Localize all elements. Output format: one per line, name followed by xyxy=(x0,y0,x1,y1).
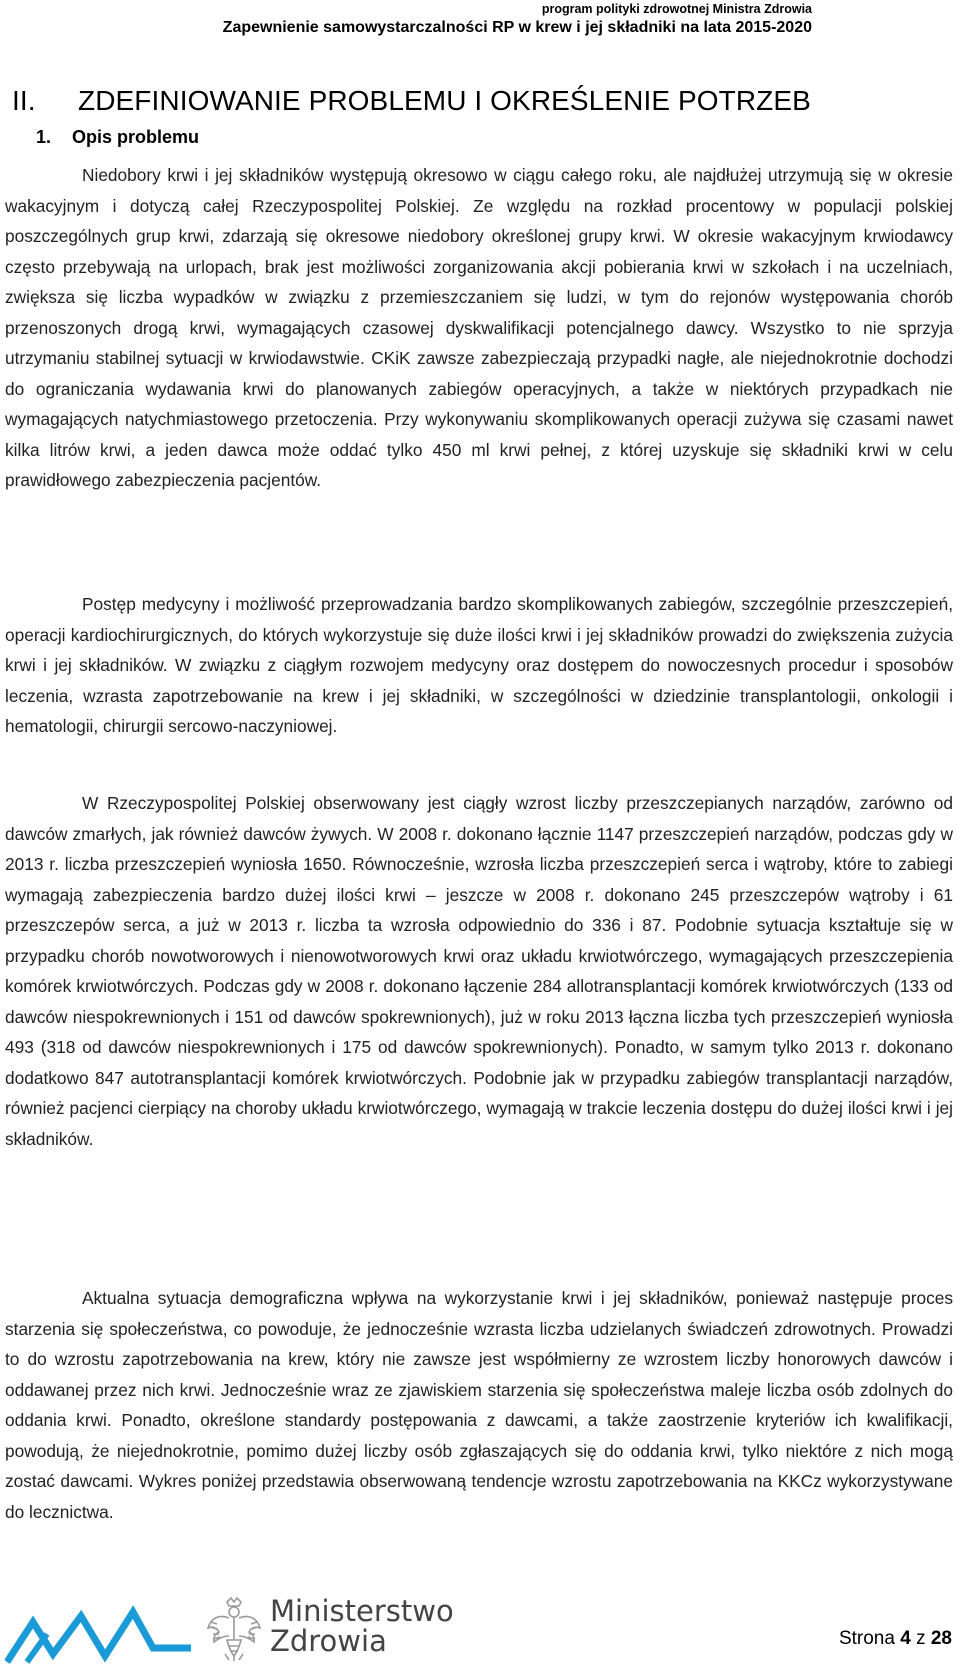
waves-logo-icon xyxy=(5,1604,195,1664)
header-program-line: program polityki zdrowotnej Ministra Zdrowia xyxy=(541,2,812,16)
ministry-logo-text xyxy=(270,1596,454,1656)
paragraph-3 xyxy=(5,788,953,1154)
paragraph-text: Aktualna sytuacja demograficzna wpływa na wykorzystanie krwi i jej składników, ponieważ następuje proces starzenia się społeczeństwa, co powoduje, że jednocześnie wzrasta liczba udzielanych świadczeń zdrowotnych. Prowadzi to do wzrostu zapotrzebowania na krew, który nie zawsze jest współmierny ze wzrostem liczby honorowych dawców i oddawanej przez nich krwi. Jednocześnie wraz ze zjawiskiem starzenia się społeczeństwa maleje liczba osób zdolnych do oddania krwi. Ponadto, określone standardy postępowania z dawcami, a także zaostrzenie kryteriów ich kwalifikacji, powodują, że niejednokrotnie, pomimo dużej liczby osób zgłaszających się do oddania krwi, tylko niektóre z nich mogą zostać dawcami. Wykres poniżej przedstawia obserwowaną tendencje wzrostu zapotrzebowania na KKCz wykorzystywane do lecznictwa. xyxy=(5,1288,953,1522)
paragraph-1 xyxy=(5,160,953,496)
header-title-line: Zapewnienie samowystarczalności RP w krew i jej składniki na lata 2015-2020 xyxy=(222,19,812,36)
paragraph-text: Niedobory krwi i jej składników występują okresowo w ciągu całego roku, ale najdłużej utrzymują się w okresie wakacyjnym i dotyczą całej Rzeczypospolitej Polskiej. Ze względu na rozkład procentowy w populacji polskiej poszczególnych grup krwi, zdarzają się okresowe niedobory określonej grupy krwi. W okresie wakacyjnym krwiodawcy często przebywają na urlopach, brak jest możliwości zorganizowania akcji pobierania krwi w szkołach i na uczelniach, zwiększa się liczba wypadków w związku z przemieszczaniem się ludzi, w tym do rejonów występowania chorób przenoszonych drogą krwi, wymagających czasowej dyskwalifikacji potencjalnego dawcy. Wszystko to nie sprzyja utrzymaniu stabilnej sytuacji w krwiodawstwie. CKiK zawsze zabezpieczają przypadki nagłe, ale niejednokrotnie dochodzi do ograniczania wydawania krwi do planowanych zabiegów operacyjnych, a także w niektórych przypadkach nie wymagających natychmiastowego przetoczenia. Przy wykonywaniu skomplikowanych operacji zużywa się czasami nawet kilka litrów krwi, a jeden dawca może oddać tylko 450 ml krwi pełnej, z której uzyskuje się składniki krwi w celu prawidłowego zabezpieczenia pacjentów. xyxy=(5,165,953,490)
page-number xyxy=(839,1628,952,1650)
logo-line-2: Zdrowia xyxy=(270,1624,387,1658)
page-label: Strona xyxy=(838,1628,895,1649)
page-total: 28 xyxy=(930,1628,952,1649)
page-current: 4 xyxy=(900,1628,911,1649)
paragraph-text: Postęp medycyny i możliwość przeprowadzania bardzo skomplikowanych zabiegów, szczególnie przeszczepień, operacji kardiochirurgicznych, do których wykorzystuje się duże ilości krwi i jej składników prowadzi do zwiększenia zużycia krwi i jej składników. W związku z ciągłym rozwojem medycyny oraz dostępem do nowoczesnych procedur i sposobów leczenia, wzrasta zapotrzebowanie na krew i jej składniki, w szczególności w dziedzinie transplantologii, onkologii i hematologii, chirurgii sercowo-naczyniowej. xyxy=(5,594,953,736)
page-separator: z xyxy=(916,1628,926,1649)
subsection-heading xyxy=(36,127,199,148)
page-footer xyxy=(0,1592,960,1670)
section-number: II. xyxy=(12,85,36,116)
eagle-emblem-icon xyxy=(205,1596,263,1662)
paragraph-text: W Rzeczypospolitej Polskiej obserwowany jest ciągły wzrost liczby przeszczepianych narządów, zarówno od dawców zmarłych, jak również dawców żywych. W 2008 r. dokonano łącznie 1147 przeszczepień narządów, podczas gdy w 2013 r. liczba przeszczepień wyniosła 1650. Równocześnie, wzrosła liczba przeszczepień serca i wątroby, które to zabiegi wymagają zabezpieczenia bardzo dużej ilości krwi – jeszcze w 2008 r. dokonano 245 przeszczepów wątroby i 61 przeszczepów serca, a już w 2013 r. liczba ta wzrosła odpowiednio do 336 i 87. Podobnie sytuacja kształtuje się w przypadku chorób nowotworowych i nienowotworowych krwi oraz układu krwiotwórczego, wymagających przeszczepienia komórek krwiotwórczych. Podczas gdy w 2008 r. dokonano łączenie 284 allotransplantacji komórek krwiotwórczych (133 od dawców niespokrewnionych i 151 od dawców spokrewnionych), już w roku 2013 łączna liczba tych przeszczepień wyniosła 493 (318 od dawców niespokrewnionych i 175 od dawców spokrewnionych). Ponadto, w samym tylko 2013 r. dokonano dodatkowo 847 autotransplantacji komórek krwiotwórczych. Podobnie jak w przypadku zabiegów transplantacji narządów, również pacjenci cierpiący na choroby układu krwiotwórczego, wymagają w trakcie leczenia dostępu do dużej ilości krwi i jej składników. xyxy=(5,793,953,1149)
subsection-number: 1. xyxy=(36,127,52,147)
section-title: ZDEFINIOWANIE PROBLEMU I OKREŚLENIE POTRZEB xyxy=(78,85,811,116)
paragraph-4 xyxy=(5,1283,953,1527)
subsection-title: Opis problemu xyxy=(72,127,200,147)
page-header xyxy=(12,2,812,38)
section-heading xyxy=(12,85,952,117)
logo-line-1: Ministerstwo xyxy=(270,1594,454,1628)
paragraph-2 xyxy=(5,589,953,742)
